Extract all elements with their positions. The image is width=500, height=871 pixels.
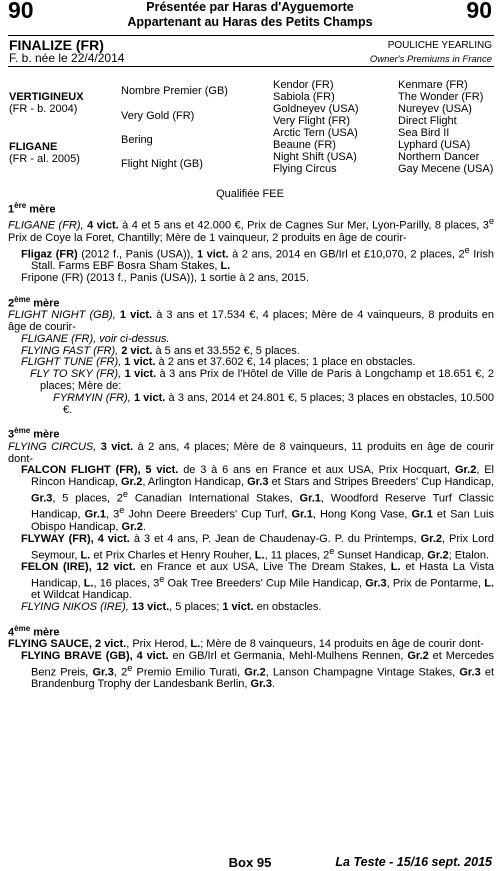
fourth-dam-record: FLYING SAUCE, 2 vict., Prix Herod, L.; Mère de 8 vainqueurs, 14 produits en âge de courir dont- xyxy=(8,638,484,651)
box-number: Box 95 xyxy=(228,855,272,870)
produce-fyrmyin: FYRMYIN (FR), 1 vict. à 3 ans, 2014 et 24.801 €, 5 places; 3 places en obstacles, 10.500 €. xyxy=(53,391,495,416)
sire-name: VERTIGINEUX xyxy=(9,91,84,103)
produce-flying-nikos: FLYING NIKOS (IRE), 13 vict., 5 places; 1 vict. en obstacles. xyxy=(21,601,322,614)
gen4-item: Kenmare (FR) xyxy=(398,79,468,91)
gen2-item: Very Gold (FR) xyxy=(121,110,195,122)
sale-info: La Teste - 15/16 sept. 2015 xyxy=(335,855,492,869)
gen2-item: Flight Night (GB) xyxy=(121,158,203,170)
produce-felon: FELON (IRE), 12 vict. en France et aux USA, Live The Dream Stakes, L. et Hasta La Vista Handicap, L., 16 places, 3e Oak Tree Breeders' Cup Mile Handicap, Gr.3, Prix de Pontarme, L. et Wildcat Handicap. xyxy=(21,560,494,602)
third-dam-record: FLYING CIRCUS, 3 vict. à 2 ans, 4 places; Mère de 8 vainqueurs, 11 produits en âge de courir dont- xyxy=(8,440,494,465)
gen3-item: Beaune (FR) xyxy=(273,139,336,151)
gen4-item: Lyphard (USA) xyxy=(398,139,471,151)
gen3-item: Sabiola (FR) xyxy=(273,91,335,103)
gen3-item: Goldneyev (USA) xyxy=(273,103,359,115)
lot-number-left: 90 xyxy=(8,0,34,23)
third-dam-heading: 3ème mère xyxy=(8,426,60,442)
gen4-item: Sea Bird II xyxy=(398,127,450,139)
produce-fligaz: Fligaz (FR) (2012 f., Panis (USA)), 1 vict. à 2 ans, 2014 en GB/Irl et £10,070, 2 places, 2e Irish Stall. Farms EBF Bosra Sham Stakes, L. xyxy=(21,244,494,273)
qualified-fee: Qualifiée FEE xyxy=(216,188,284,200)
gen3-item: Arctic Tern (USA) xyxy=(273,127,358,139)
gen4-item: Gay Mecene (USA) xyxy=(398,163,494,175)
gen3-item: Night Shift (USA) xyxy=(273,151,357,163)
lot-number-right: 90 xyxy=(466,0,492,23)
gen4-item: Northern Dancer xyxy=(398,151,480,163)
owner-premiums: Owner's Premiums in France xyxy=(369,54,492,65)
dam-name: FLIGANE xyxy=(9,141,58,153)
second-dam-heading: 2ème mère xyxy=(8,294,60,310)
gen2-item: Nombre Premier (GB) xyxy=(121,85,228,97)
presenter-line: Présentée par Haras d'Ayguemorte xyxy=(146,0,354,14)
owner-line: Appartenant au Haras des Petits Champs xyxy=(127,15,373,29)
first-dam-record: FLIGANE (FR), 4 vict. à 4 et 5 ans et 42.000 €, Prix de Cagnes Sur Mer, Lyon-Parilly, 8 places, 3e Prix de Coye la Foret, Chantilly; Mère de 1 vainqueur, 2 produits en âge de courir- xyxy=(8,216,495,244)
gen2-item: Bering xyxy=(121,134,153,146)
produce-record xyxy=(8,200,494,691)
produce-flight-tune: FLIGHT TUNE (FR), 1 vict. à 2 ans et 37.602 €, 14 places; 1 place en obstacles. xyxy=(21,356,416,369)
gen4-item: Nureyev (USA) xyxy=(398,103,472,115)
produce-flying-fast: FLYING FAST (FR), 2 vict. à 5 ans et 33.552 €, 5 places. xyxy=(21,344,300,357)
gen3-item: Kendor (FR) xyxy=(273,79,334,91)
produce-falcon-flight: FALCON FLIGHT (FR), 5 vict. de 3 à 6 ans en France et aux USA, Prix Hocquart, Gr.2, El Rincon Handicap, Gr.2, Arlington Handicap, Gr.3 et Stars and Stripes Breeders' Cup Handicap, Gr.3, 5 places, 2e Canadian International Stakes, Gr.1, Woodford Reserve Turf Classic Handicap, Gr.1, 3e John Deere Breeders' Cup Turf, Gr.1, Hong Kong Vase, Gr.1 et San Luis Obispo Handicap, Gr.2. xyxy=(21,464,494,533)
gen3-item: Very Flight (FR) xyxy=(273,115,351,127)
produce-fly-to-sky: FLY TO SKY (FR), 1 vict. à 3 ans Prix de l'Hôtel de Ville de Paris à Longchamp et 18.651 €, 2 places; Mère de: xyxy=(30,368,494,392)
second-dam-record: FLIGHT NIGHT (GB), 1 vict. à 3 ans et 17.534 €, 4 places; Mère de 4 vainqueurs, 8 produits en âge de courir- xyxy=(8,309,495,333)
produce-flying-brave: FLYING BRAVE (GB), 4 vict. en GB/Irl et Germania, Mehl-Mulhens Rennen, Gr.2 et Mercedes Benz Preis, Gr.3, 2e Premio Emilio Turati, Gr.2, Lanson Champagne Vintage Stakes, Gr.3 et Brandenburg Trophy der Landesbank Berlin, Gr.3. xyxy=(21,650,495,691)
header-divider xyxy=(8,35,494,36)
produce-fripone: Fripone (FR) (2013 f., Panis (USA)), 1 sortie à 2 ans, 2015. xyxy=(21,271,309,284)
first-dam-heading: 1ère mère xyxy=(8,201,56,216)
horse-name: FINALIZE (FR) xyxy=(9,37,104,53)
gen3-item: Flying Circus xyxy=(273,163,337,175)
horse-sex: POULICHE YEARLING xyxy=(387,40,492,51)
fourth-dam-heading: 4ème mère xyxy=(8,623,60,639)
produce-flyway: FLYWAY (FR), 4 vict. à 3 et 4 ans, P. Jean de Chaudenay-G. P. du Printemps, Gr.2, Prix Lord Seymour, L. et Prix Charles et Henry Rouher, L., 11 places, 2e Sunset Handicap, Gr.2; Etalon. xyxy=(21,532,495,562)
gen4-item: Direct Flight xyxy=(398,115,457,127)
produce-fligane: FLIGANE (FR), voir ci-dessus. xyxy=(21,332,170,345)
pedigree-divider xyxy=(8,66,494,67)
sire-info: (FR - b. 2004) xyxy=(9,103,78,115)
gen4-item: The Wonder (FR) xyxy=(398,91,484,103)
horse-birth: F. b. née le 22/4/2014 xyxy=(9,51,125,65)
catalogue-header xyxy=(0,0,500,34)
dam-info: (FR - al. 2005) xyxy=(9,153,80,165)
